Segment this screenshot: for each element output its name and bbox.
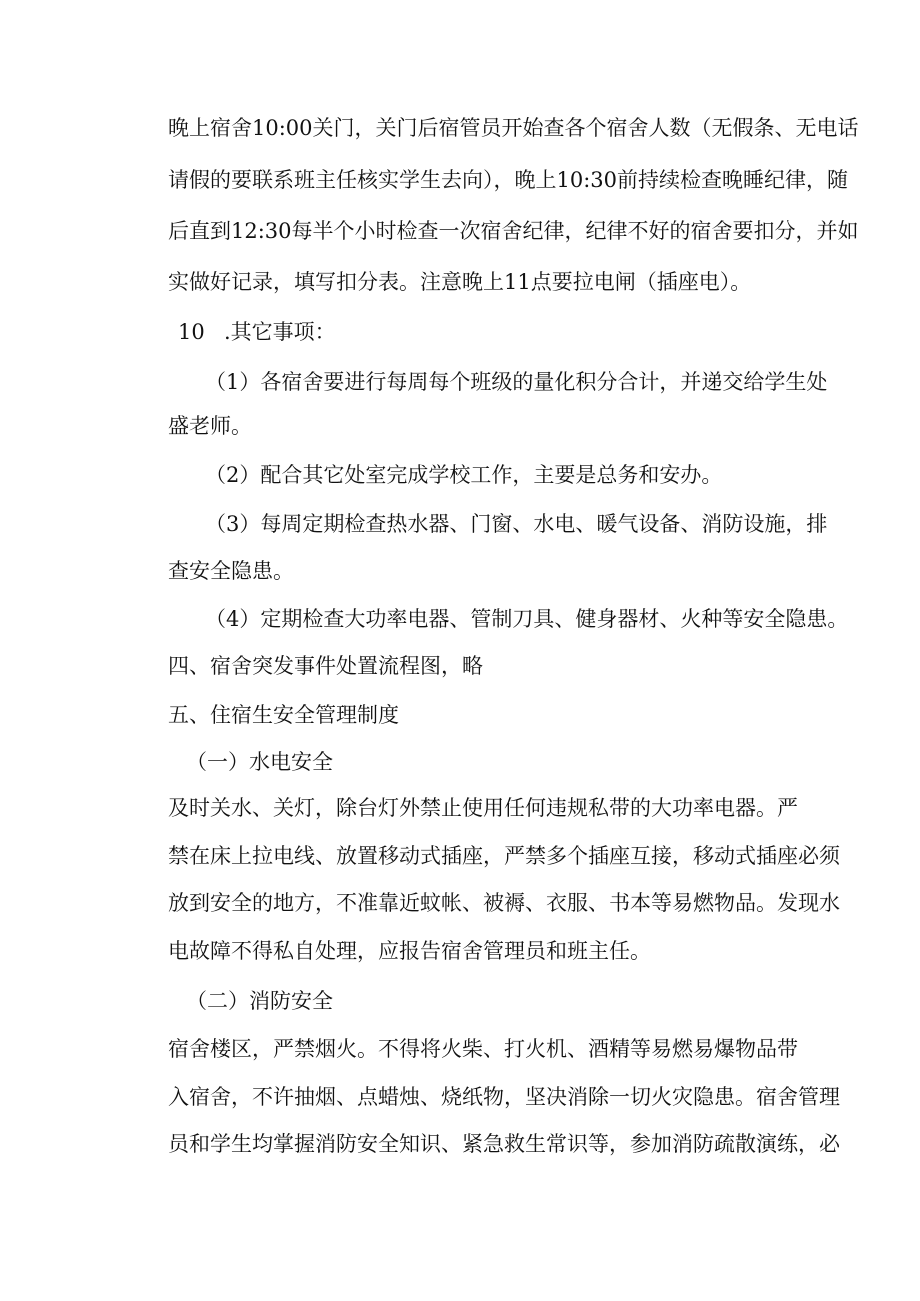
section-number: 10 — [178, 320, 205, 344]
paragraph-line: 电故障不得私自处理，应报告宿舍管理员和班主任。 — [168, 939, 651, 963]
section-10-heading — [178, 318, 818, 346]
paragraph-line: 员和学生均掌握消防安全知识、紧急救生常识等，参加消防疏散演练，必 — [168, 1132, 840, 1156]
list-item: （2）配合其它处室完成学校工作，主要是总务和安办。 — [205, 463, 723, 487]
subheading-water-electric-safety: （一）水电安全 — [186, 750, 333, 774]
list-item-continuation: 查安全隐患。 — [168, 559, 294, 583]
paragraph-line: 禁在床上拉电线、放置移动式插座，严禁多个插座互接，移动式插座必须 — [168, 844, 840, 868]
list-item: （3）每周定期检查热水器、门窗、水电、暖气设备、消防设施，排 — [205, 512, 828, 536]
list-item: （1）各宿舍要进行每周每个班级的量化积分合计，并递交给学生处 — [205, 370, 828, 394]
paragraph-line: 入宿舍，不许抽烟、点蜡烛、烧纸物，坚决消除一切火灾隐患。宿舍管理 — [168, 1085, 840, 1109]
heading-four: 四、宿舍突发事件处置流程图，略 — [168, 654, 483, 678]
section-title: .其它事项： — [224, 320, 336, 344]
paragraph-line: 及时关水、关灯，除台灯外禁止使用任何违规私带的大功率电器。严 — [168, 796, 798, 820]
paragraph-line: 请假的要联系班主任核实学生去向），晚上10:30前持续检查晚睡纪律，随 — [168, 168, 849, 192]
paragraph-line: 后直到12:30每半个小时检查一次宿舍纪律，纪律不好的宿舍要扣分，并如 — [168, 219, 859, 243]
subheading-fire-safety: （二）消防安全 — [186, 989, 333, 1013]
paragraph-line: 放到安全的地方，不准靠近蚊帐、被褥、衣服、书本等易燃物品。发现水 — [168, 891, 840, 915]
list-item-continuation: 盛老师。 — [168, 414, 252, 438]
paragraph-line: 晚上宿舍10:00关门，关门后宿管员开始查各个宿舍人数（无假条、无电话 — [168, 116, 859, 140]
paragraph-line: 实做好记录，填写扣分表。注意晚上11点要拉电闸（插座电）。 — [168, 270, 752, 294]
list-item: （4）定期检查大功率电器、管制刀具、健身器材、火种等安全隐患。 — [205, 607, 849, 631]
paragraph-line: 宿舍楼区，严禁烟火。不得将火柴、打火机、酒精等易燃易爆物品带 — [168, 1037, 798, 1061]
heading-five: 五、住宿生安全管理制度 — [168, 703, 399, 727]
